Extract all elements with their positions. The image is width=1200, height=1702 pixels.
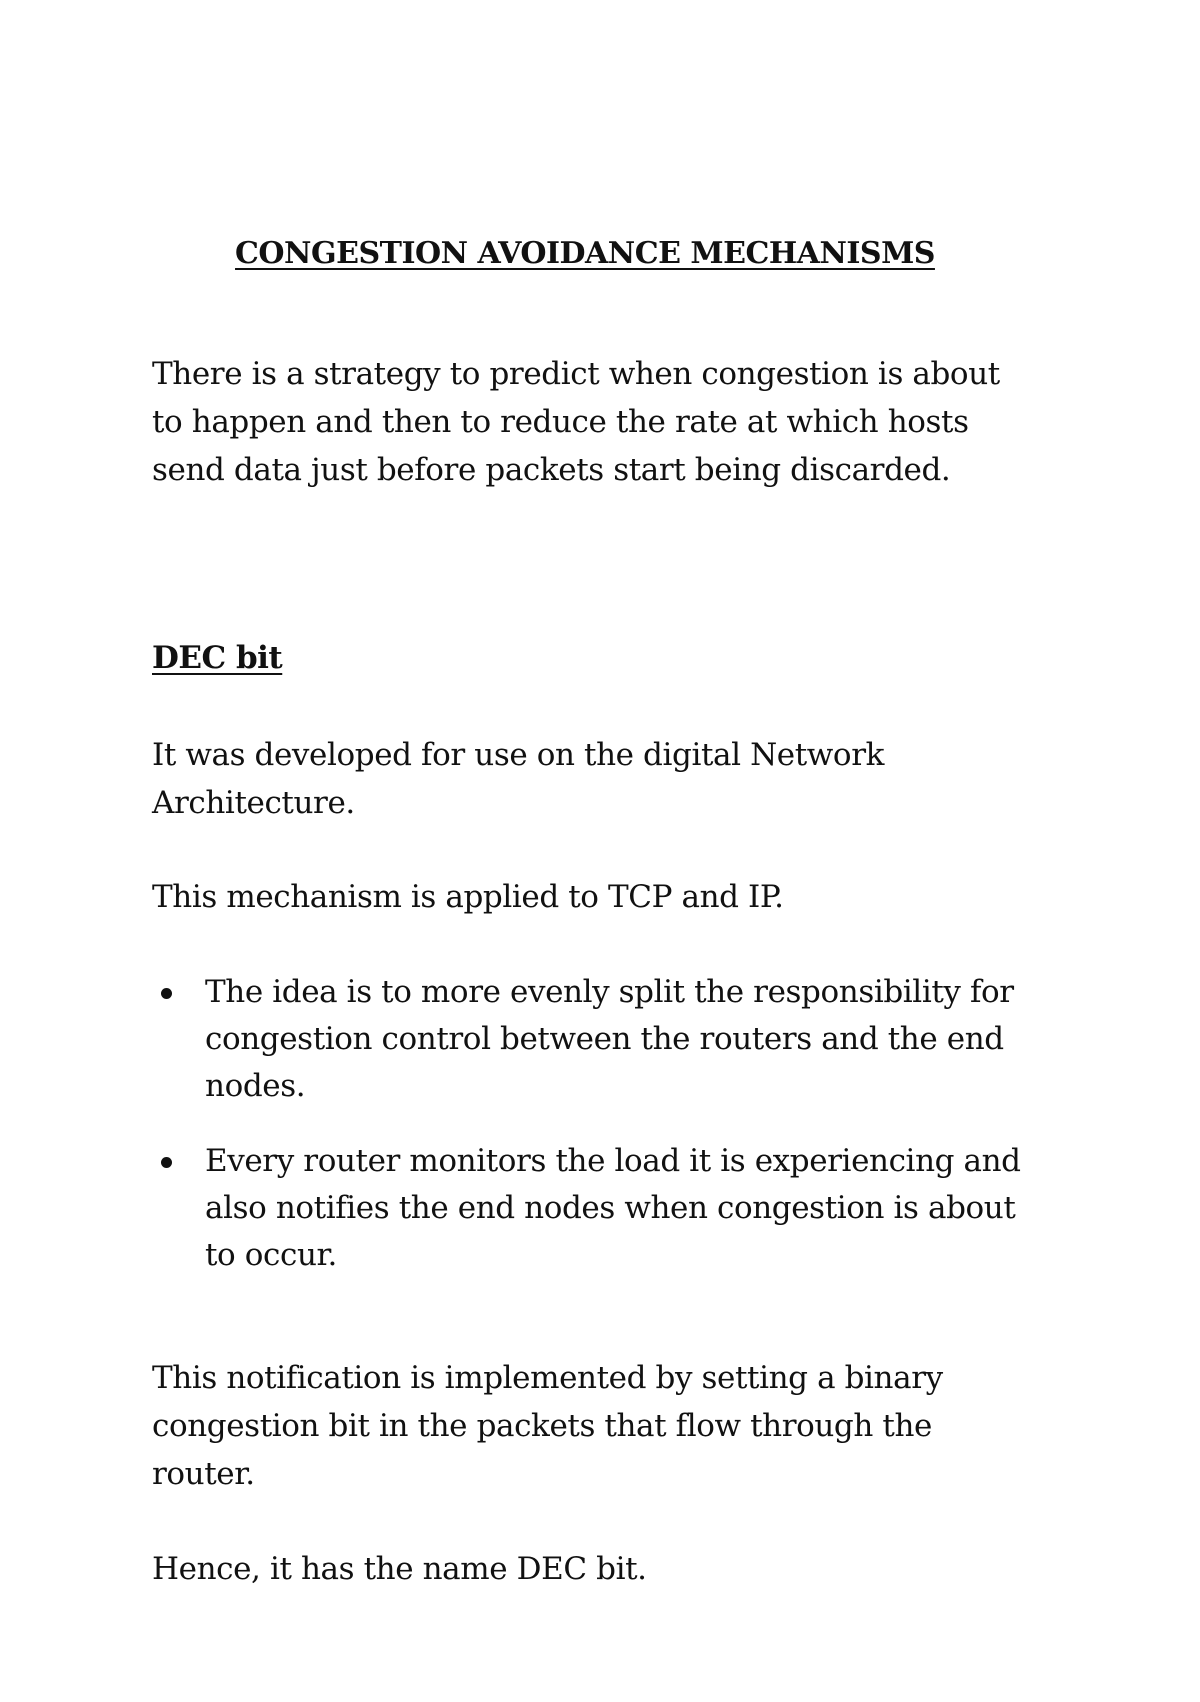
applied-paragraph: This mechanism is applied to TCP and IP. — [152, 879, 784, 915]
list-item — [152, 969, 1032, 1110]
page-title: CONGESTION AVOIDANCE MECHANISMS — [235, 236, 935, 271]
intro-paragraph: There is a strategy to predict when congestion is about to happen and then to reduce the rate at which hosts send data just before packets start being discarded. — [152, 356, 1000, 488]
section-heading: DEC bit — [152, 640, 283, 676]
list-item-text: The idea is to more evenly split the responsibility for congestion control between the routers and the end nodes. — [205, 974, 1014, 1104]
bullet-icon — [161, 988, 172, 999]
list-item — [152, 1138, 1032, 1279]
name-paragraph: Hence, it has the name DEC bit. — [152, 1551, 647, 1587]
list-item-text: Every router monitors the load it is experiencing and also notifies the end nodes when congestion is about to occur. — [205, 1143, 1021, 1273]
developed-paragraph: It was developed for use on the digital Network Architecture. — [152, 737, 884, 821]
bullet-list — [152, 969, 1032, 1279]
bullet-icon — [161, 1157, 172, 1168]
notification-paragraph: This notification is implemented by setting a binary congestion bit in the packets that flow through the router. — [152, 1360, 943, 1492]
